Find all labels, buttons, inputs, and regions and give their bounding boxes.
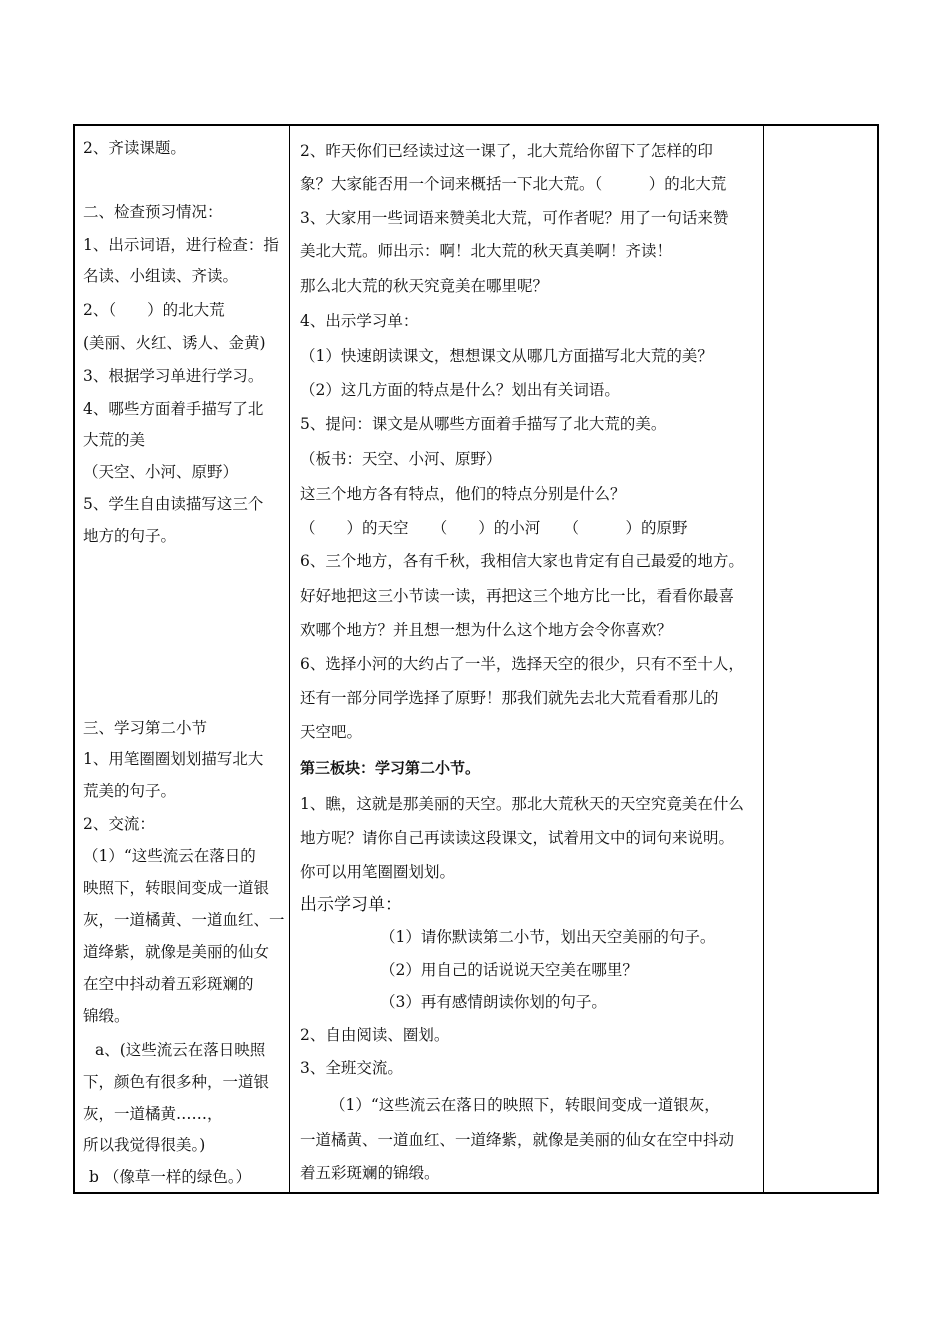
left-line: 1、出示词语，进行检查：指: [83, 236, 279, 254]
mid-line: 6、选择小河的大约占了一半，选择天空的很少，只有不至十人，: [300, 655, 744, 673]
mid-line: 着五彩斑斓的锦缎。: [300, 1164, 440, 1182]
left-line: 下，颜色有很多种，一道银: [83, 1073, 270, 1091]
left-line: a、(这些流云在落日映照: [95, 1041, 266, 1059]
mid-line: 美北大荒。师出示：啊！北大荒的秋天真美啊！齐读！: [300, 242, 673, 260]
mid-line: 象？大家能否用一个词来概括一下北大荒。（ ）的北大荒: [300, 175, 727, 193]
mid-line: 3、大家用一些词语来赞美北大荒，可作者呢？用了一句话来赞: [300, 209, 729, 227]
worksheet-heading: 出示学习单：: [300, 895, 402, 915]
left-line: 在空中抖动着五彩斑斓的: [83, 975, 254, 993]
left-line: 道绛紫，就像是美丽的仙女: [83, 943, 270, 961]
mid-line: （ ）的天空 （ ）的小河 （ ）的原野: [300, 519, 688, 537]
left-line: 2、（ ）的北大荒: [83, 301, 225, 319]
mid-line: 1、瞧，这就是那美丽的天空。那北大荒秋天的天空究竟美在什么: [300, 795, 744, 813]
mid-line: （2）用自己的话说说天空美在哪里？: [380, 961, 638, 979]
notes-column: [764, 126, 877, 1192]
mid-line: 这三个地方各有特点，他们的特点分别是什么？: [300, 485, 626, 503]
mid-line: （1）快速朗读课文，想想课文从哪几方面描写北大荒的美？: [300, 347, 713, 365]
lesson-plan-table: [73, 124, 879, 1194]
mid-line: 好好地把这三小节读一读，再把这三个地方比一比，看看你最喜: [300, 587, 735, 605]
mid-line: 一道橘黄、一道血红、一道绛紫，就像是美丽的仙女在空中抖动: [300, 1131, 735, 1149]
mid-line: 3、全班交流。: [300, 1059, 403, 1077]
section-heading: 第三板块：学习第二小节。: [300, 759, 481, 777]
left-line: 灰，一道橘黄、一道血红、一: [83, 911, 285, 929]
left-line: b （像草一样的绿色。）: [89, 1168, 252, 1186]
teacher-activity-column: [290, 126, 764, 1192]
mid-line: 5、提问：课文是从哪些方面着手描写了北大荒的美。: [300, 415, 667, 433]
left-line: 2、齐读课题。: [83, 139, 186, 157]
mid-line: （3）再有感情朗读你划的句子。: [380, 993, 607, 1011]
left-line: 2、交流：: [83, 815, 155, 833]
mid-line: 地方呢？请你自己再读读这段课文，试着用文中的词句来说明。: [300, 829, 735, 847]
left-line: 1、用笔圈圈划划描写北大: [83, 750, 264, 768]
left-line: 4、哪些方面着手描写了北: [83, 400, 264, 418]
left-line: (美丽、火红、诱人、金黄): [83, 334, 266, 352]
mid-line: （1）“这些流云在落日的映照下，转眼间变成一道银灰，: [330, 1096, 720, 1114]
left-line: 锦缎。: [83, 1007, 130, 1025]
mid-line: 2、昨天你们已经读过这一课了，北大荒给你留下了怎样的印: [300, 142, 713, 160]
left-line: （1）“这些流云在落日的: [83, 847, 256, 865]
left-line: 二、检查预习情况：: [83, 203, 223, 221]
left-line: 灰，一道橘黄……，: [83, 1105, 223, 1123]
mid-line: （板书：天空、小河、原野）: [300, 450, 502, 468]
left-line: 映照下，转眼间变成一道银: [83, 879, 270, 897]
mid-line: 4、出示学习单：: [300, 312, 419, 330]
left-line: 名读、小组读、齐读。: [83, 267, 239, 285]
student-activity-column: [75, 126, 290, 1192]
mid-line: （2）这几方面的特点是什么？划出有关词语。: [300, 381, 620, 399]
left-line: 5、学生自由读描写这三个: [83, 495, 264, 513]
mid-line: 你可以用笔圈圈划划。: [300, 863, 456, 881]
left-line: 大荒的美: [83, 431, 146, 449]
left-line: （天空、小河、原野）: [83, 463, 239, 481]
left-line: 3、根据学习单进行学习。: [83, 367, 264, 385]
mid-line: 天空吧。: [300, 723, 363, 741]
mid-line: 那么北大荒的秋天究竟美在哪里呢？: [300, 277, 549, 295]
mid-line: 2、自由阅读、圈划。: [300, 1026, 450, 1044]
left-line: 荒美的句子。: [83, 782, 177, 800]
mid-line: （1）请你默读第二小节，划出天空美丽的句子。: [380, 928, 716, 946]
left-line: 地方的句子。: [83, 527, 177, 545]
mid-line: 欢哪个地方？并且想一想为什么这个地方会令你喜欢？: [300, 621, 673, 639]
left-line: 所以我觉得很美。): [83, 1136, 206, 1154]
mid-line: 6、三个地方，各有千秋，我相信大家也肯定有自己最爱的地方。: [300, 552, 744, 570]
mid-line: 还有一部分同学选择了原野！那我们就先去北大荒看看那儿的: [300, 689, 719, 707]
left-line: 三、学习第二小节: [83, 719, 208, 737]
